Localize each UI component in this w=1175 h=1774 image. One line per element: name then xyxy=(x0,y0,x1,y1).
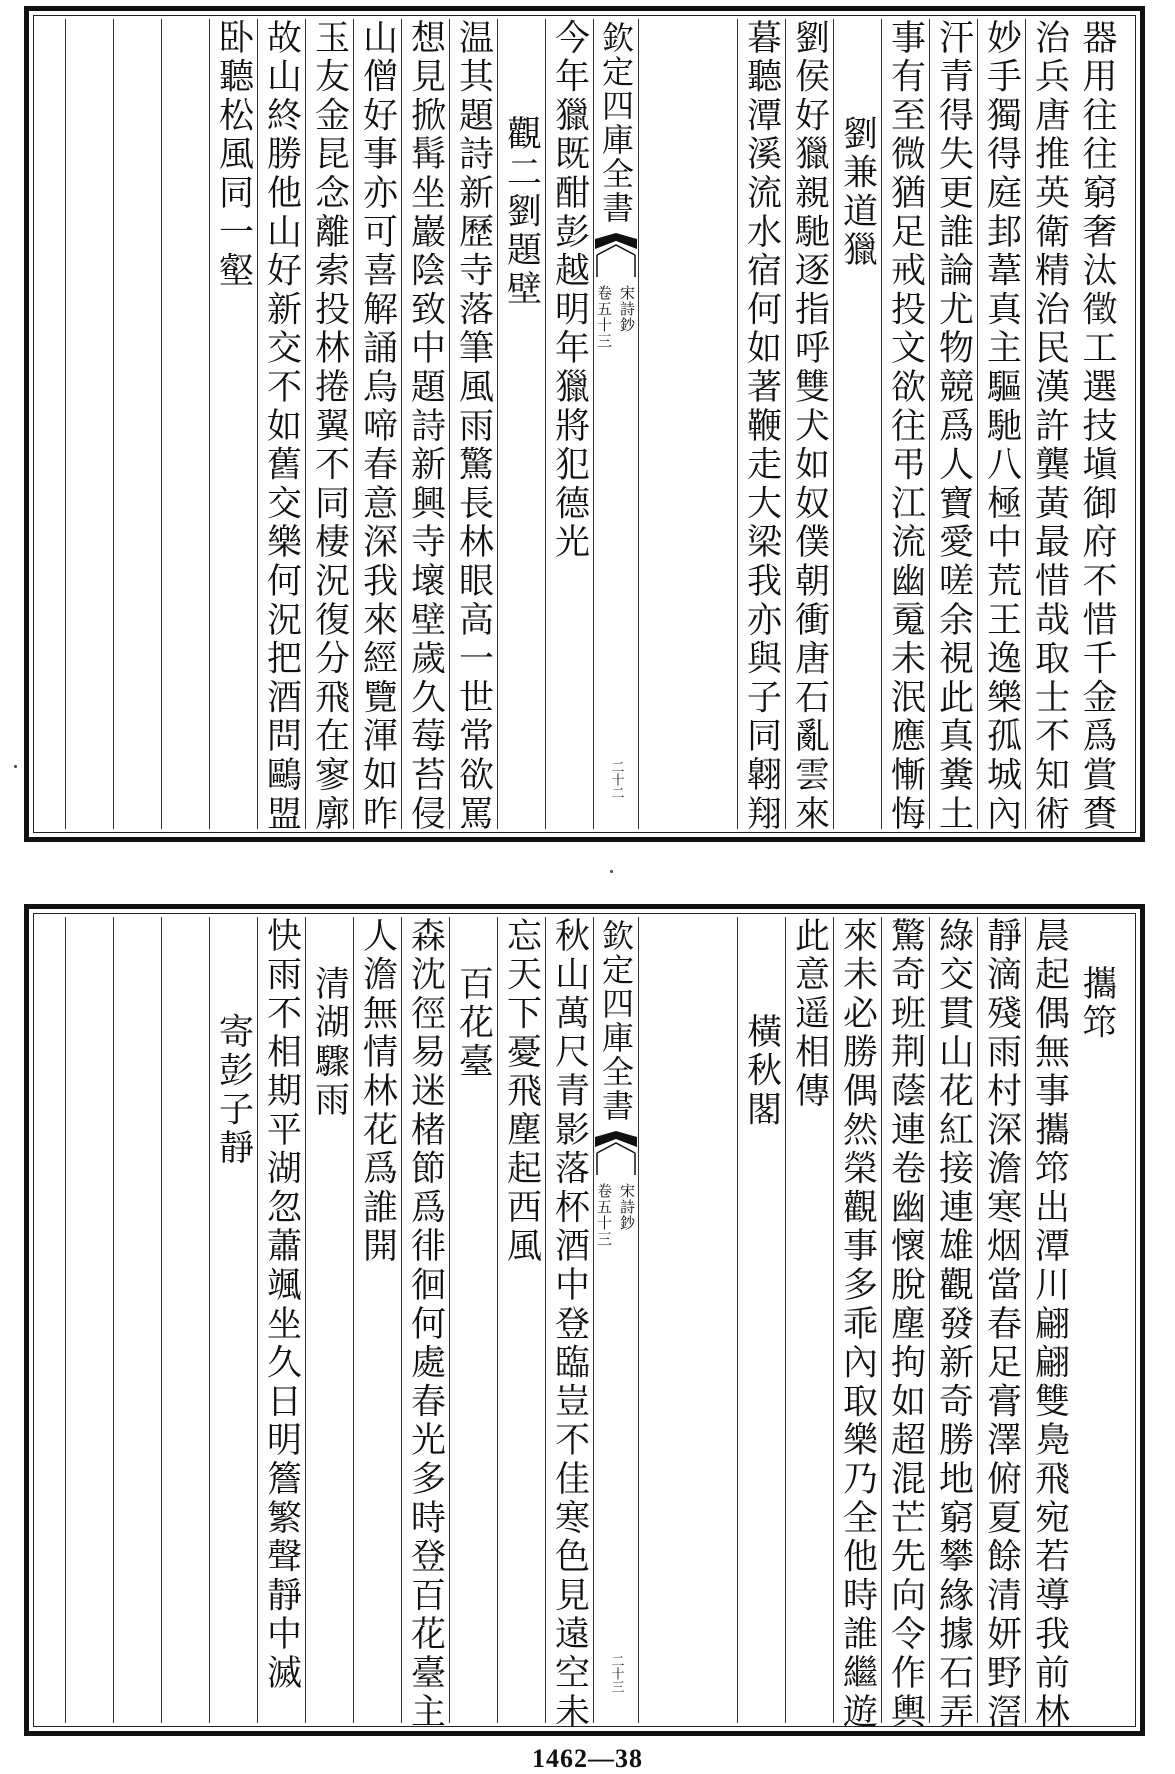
text-line: 快雨不相期平湖忽蕭颯坐久日明簷繁聲靜中滅 xyxy=(261,917,302,1693)
text-column xyxy=(1025,19,1073,834)
text-line: 來未必勝偶然榮觀事多乖內取樂乃全他時誰繼遊 xyxy=(837,917,878,1732)
page-panel-bottom xyxy=(24,904,1145,1736)
text-line: 此意遥相傳 xyxy=(789,917,830,1111)
poem-title-column xyxy=(305,917,353,1723)
page-panel-top xyxy=(24,6,1145,842)
text-column xyxy=(977,19,1025,834)
text-line: 汗青得失更誰論尤物競爲人寶愛嗟余視此真糞土 xyxy=(933,19,974,834)
folio-number: 二十三 xyxy=(608,1654,624,1693)
text-line: 事有至微猶足戒投文欲往弔江流幽䰟未泯應慚悔 xyxy=(885,19,926,834)
fishtail-mark-icon xyxy=(595,231,637,277)
collection-name: 宋詩鈔 xyxy=(618,285,636,333)
poem-title-column xyxy=(833,19,881,829)
text-column xyxy=(929,917,977,1732)
poem-title: 攜筇 xyxy=(1077,965,1117,1043)
text-line: 森沈徑易迷楮節爲徘徊何處春光多時登百花臺主 xyxy=(405,917,446,1732)
text-column xyxy=(1025,917,1073,1732)
fishtail-mark-icon xyxy=(595,1129,637,1175)
poem-title: 百花臺 xyxy=(453,965,494,1082)
poem-title-column xyxy=(1073,917,1121,1723)
text-column xyxy=(545,19,593,829)
text-line: 卧聽松風同一壑 xyxy=(213,19,254,291)
center-fold-column xyxy=(593,917,639,1723)
volume-number: 卷五十三 xyxy=(595,1183,613,1247)
text-line: 治兵唐推英衛精治民漢許龔黃最惜哉取士不知術 xyxy=(1029,19,1070,834)
poem-title: 橫秋閣 xyxy=(741,1013,782,1130)
text-column xyxy=(401,917,449,1732)
scan-speck xyxy=(610,870,613,873)
poem-title-column xyxy=(449,917,497,1723)
volume-label xyxy=(594,285,638,349)
poem-title-column xyxy=(497,19,545,829)
collection-name: 宋詩鈔 xyxy=(618,1183,636,1231)
text-column xyxy=(737,19,785,834)
text-line: 人澹無情林花爲誰開 xyxy=(357,917,398,1267)
text-line: 晨起偶無事攜筇出潭川翩翩雙鳧飛宛若導我前林 xyxy=(1029,917,1070,1732)
book-title: 欽定四庫全書 xyxy=(597,21,635,225)
text-line: 綠交貫山花紅接連雄觀發新奇勝地窮攀緣據石弄 xyxy=(933,917,974,1732)
empty-column xyxy=(161,19,209,829)
text-column xyxy=(881,19,929,834)
footer-page-number: 1462—38 xyxy=(532,1744,643,1773)
text-line: 今年獵既酣彭越明年獵將犯德光 xyxy=(549,19,590,563)
poem-title: 劉兼道獵 xyxy=(837,115,878,271)
text-column xyxy=(977,917,1025,1732)
volume-label xyxy=(594,1183,638,1247)
text-column xyxy=(401,19,449,834)
text-column xyxy=(545,917,593,1732)
poem-title-column xyxy=(737,917,785,1723)
poem-title: 寄彭子靜 xyxy=(213,1013,254,1169)
text-column xyxy=(881,917,929,1732)
poem-title: 觀二劉題壁 xyxy=(501,115,542,309)
text-line: 故山終勝他山好新交不如舊交樂何況把酒問鷗盟 xyxy=(261,19,302,834)
text-column xyxy=(209,19,257,829)
text-line: 靜滴殘雨村深澹寒烟當春足膏澤俯夏餘清妍野滘 xyxy=(981,917,1022,1732)
poem-title-column xyxy=(209,917,257,1723)
empty-column xyxy=(113,19,161,829)
text-line: 器用往往窮奢汰徵工選技塡御府不惜千金爲賞賚 xyxy=(1077,19,1117,834)
center-fold-column xyxy=(593,19,639,829)
text-line: 劉侯好獵親馳逐指呼雙犬如奴僕朝衝唐石亂雲來 xyxy=(789,19,830,834)
text-column xyxy=(257,917,305,1723)
text-line: 忘天下憂飛塵起西風 xyxy=(501,917,542,1267)
book-title: 欽定四庫全書 xyxy=(597,919,635,1123)
text-line: 想見掀髯坐巖陰致中題詩新興寺壞壁歲久莓苔侵 xyxy=(405,19,446,834)
text-column xyxy=(449,19,497,834)
volume-number: 卷五十三 xyxy=(595,285,613,349)
text-line: 妙手獨得庭邽葦真主驅馳八極中荒王逸樂孤城內 xyxy=(981,19,1022,834)
empty-column xyxy=(161,917,209,1723)
empty-column xyxy=(113,917,161,1723)
text-line: 秋山萬尺青影落杯酒中登臨豈不佳寒色見遠空未 xyxy=(549,917,590,1732)
text-column xyxy=(497,917,545,1723)
text-column xyxy=(353,917,401,1723)
empty-column xyxy=(65,917,113,1723)
text-line: 玉友金昆念離索投林捲翼不同棲況復分飛在寥廓 xyxy=(309,19,350,834)
text-column xyxy=(1073,19,1121,834)
text-column xyxy=(785,19,833,834)
scan-speck xyxy=(14,765,17,768)
text-column xyxy=(929,19,977,834)
text-column xyxy=(305,19,353,834)
text-line: 暮聽潭溪流水宿何如著鞭走大梁我亦與子同翺翔 xyxy=(741,19,782,834)
text-column xyxy=(257,19,305,834)
text-line: 温其題詩新歷寺落筆風雨驚長林眼高一世常欲罵 xyxy=(453,19,494,834)
poem-title: 清湖驟雨 xyxy=(309,965,350,1121)
folio-number: 二十二 xyxy=(608,760,624,799)
text-column xyxy=(785,917,833,1723)
text-line: 驚奇班荆蔭連卷幽懷脫塵拘如超混芒先向令作輿 xyxy=(885,917,926,1732)
text-column xyxy=(353,19,401,834)
text-column xyxy=(833,917,881,1732)
empty-column xyxy=(65,19,113,829)
text-line: 山僧好事亦可喜解誦烏啼春意深我來經覽渾如昨 xyxy=(357,19,398,834)
